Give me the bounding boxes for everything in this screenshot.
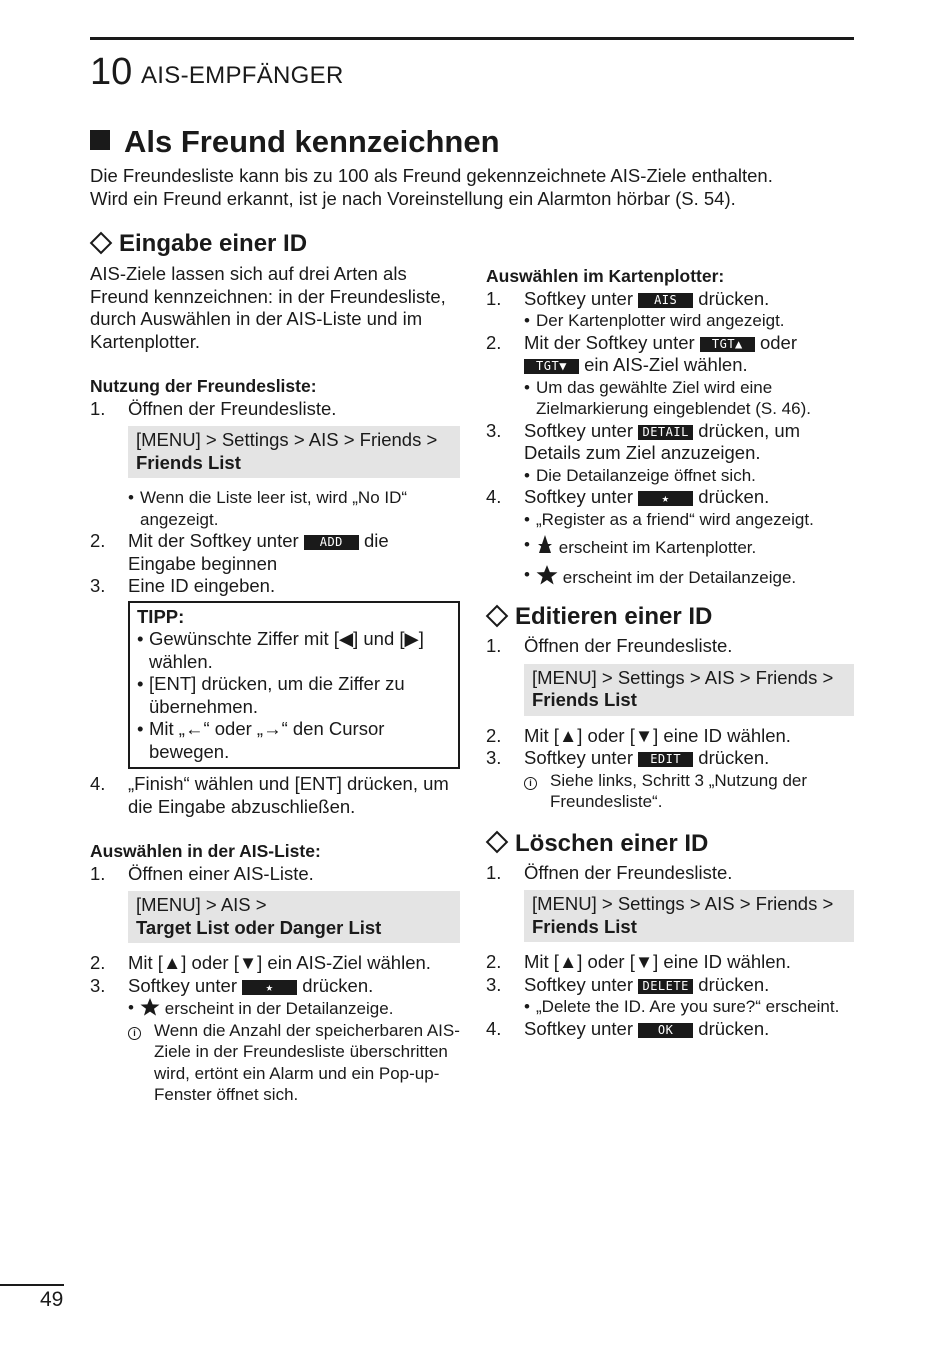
menu-path-box: [128, 891, 460, 943]
step-3: [90, 575, 460, 598]
step-number: 1.: [486, 635, 502, 656]
star-softkey-icon: ★: [242, 980, 297, 995]
step-2: [486, 332, 854, 377]
detail-softkey-icon: DETAIL: [638, 425, 693, 440]
intro-line-2: Wird ein Freund erkannt, ist je nach Voreinstellung ein Alarmton hörbar (S. 54).: [90, 188, 736, 209]
step-text: Öffnen einer AIS-Liste.: [128, 862, 314, 884]
step-text: Mit [▲] oder [▼] ein AIS-Ziel wählen.: [128, 952, 431, 973]
tip-title: TIPP:: [137, 605, 185, 627]
tip-item: • Gewünschte Ziffer mit [◀] und [▶] wählen.: [137, 628, 452, 673]
step-text: drücken.: [698, 973, 770, 995]
delete-softkey-icon: DELETE: [638, 979, 693, 994]
bullet-text: Der Kartenplotter wird angezeigt.: [536, 311, 785, 330]
menu-path: [MENU] > Settings > AIS > Friends >: [532, 893, 834, 914]
bullet: • „Delete the ID. Are you sure?“ erscheint.: [524, 996, 854, 1018]
section-heading-eingabe: [90, 229, 460, 259]
step-number: 3.: [486, 419, 502, 441]
bullet-text: erscheint im der Detailanzeige.: [562, 567, 797, 587]
step-2: [486, 725, 854, 748]
tgt-up-softkey-icon: TGT▲: [700, 337, 755, 352]
menu-path-box: [524, 664, 854, 716]
bullet-text: Die Detailanzeige öffnet sich.: [536, 465, 756, 485]
bullet-text: Um das gewählte Ziel wird eine Zielmarkierung eingeblendet (S. 46).: [536, 377, 811, 418]
step-number: 1.: [90, 397, 106, 419]
ok-softkey-icon: OK: [638, 1023, 693, 1038]
page-number: 49: [40, 1288, 64, 1311]
step-1: [90, 863, 460, 886]
step-text: Softkey unter: [524, 973, 634, 995]
bullet: • „Register as a friend“ wird angezeigt.: [524, 509, 854, 531]
menu-path-box: [524, 890, 854, 942]
step-number: 3.: [486, 973, 502, 995]
menu-path: [MENU] > Settings > AIS > Friends >: [136, 429, 438, 450]
step-4: [486, 1018, 854, 1041]
section-heading-text: Editieren einer ID: [515, 603, 713, 630]
intro-line-1: Die Freundesliste kann bis zu 100 als Freund gekennzeichnete AIS-Ziele enthalten.: [90, 165, 773, 186]
step-number: 2.: [90, 952, 106, 973]
menu-path-target: Friends List: [532, 915, 637, 937]
page-title-block: [90, 122, 500, 162]
page-title: Als Freund kennzeichnen: [124, 124, 500, 159]
star-icon: [140, 997, 160, 1017]
step-text: Softkey unter: [524, 1017, 634, 1039]
left-column: [90, 229, 460, 1106]
eingabe-intro: AIS-Ziele lassen sich auf drei Arten als Freund kennzeichnen: in der Freundesliste, durch Auswählen in der AIS-Liste und im Kartenplotter.: [90, 263, 446, 352]
step-3: [486, 747, 854, 770]
tip-item-text: Gewünschte Ziffer mit [◀] und [▶] wählen.: [149, 628, 424, 672]
step-1: [486, 288, 854, 311]
menu-path-target: Friends List: [532, 689, 637, 710]
step-text: oder: [759, 331, 797, 353]
step-text: Mit der Softkey unter: [128, 530, 299, 551]
step-number: 2.: [486, 951, 502, 972]
section-heading-text: Eingabe einer ID: [119, 230, 308, 257]
step-text: Softkey unter: [128, 974, 238, 996]
step-number: 4.: [90, 773, 106, 794]
step-number: 3.: [90, 575, 106, 596]
square-bullet-icon: [90, 130, 110, 150]
right-column: [486, 265, 854, 1040]
step-text: Mit der Softkey unter: [524, 331, 695, 353]
step-3: [486, 974, 854, 997]
bullet-text: „Register as a friend“ wird angezeigt.: [536, 509, 814, 529]
bullet-text: erscheint in der Detailanzeige.: [164, 999, 394, 1018]
bullet: • Die Detailanzeige öffnet sich.: [524, 465, 854, 487]
step-3: [90, 975, 460, 998]
step-number: 1.: [486, 287, 502, 309]
step-number: 4.: [486, 486, 502, 507]
section-heading-text: Löschen einer ID: [515, 829, 709, 857]
step-1: [90, 398, 460, 421]
step-text: Softkey unter: [524, 419, 634, 441]
step-4: [90, 773, 460, 818]
step-text: drücken.: [698, 1017, 770, 1039]
step-text: Softkey unter: [524, 486, 634, 507]
edit-softkey-icon: EDIT: [638, 752, 693, 767]
step-1: [486, 635, 854, 658]
step-text: drücken.: [698, 486, 770, 507]
step-text: ein AIS-Ziel wählen.: [584, 354, 748, 375]
footer-rule: [0, 1284, 64, 1286]
diamond-icon: [90, 231, 113, 254]
step-text: Mit [▲] oder [▼] eine ID wählen.: [524, 724, 791, 746]
bullet: • erscheint im der Detailanzeige.: [524, 564, 797, 587]
tip-item-text: Mit „←“ oder „→“ den Cursor bewegen.: [149, 718, 385, 762]
bullet-text: erscheint im Kartenplotter.: [558, 538, 757, 557]
step-text: drücken.: [302, 974, 374, 996]
info-text: Siehe links, Schritt 3 „Nutzung der Freundesliste“.: [550, 770, 808, 811]
menu-path-target: Friends List: [136, 451, 241, 473]
subheading-nutzung: Nutzung der Freundesliste:: [90, 376, 317, 396]
bullet: • erscheint im Kartenplotter.: [524, 535, 757, 557]
bullet: • Der Kartenplotter wird angezeigt.: [524, 310, 854, 332]
step-number: 1.: [486, 861, 502, 883]
step-text: Softkey unter: [524, 747, 634, 768]
step-number: 4.: [486, 1017, 502, 1039]
step-text: drücken, um Details zum Ziel anzuzeigen.: [524, 419, 801, 463]
star-icon: [536, 564, 558, 586]
friend-ship-icon: [536, 534, 554, 556]
step-2: [90, 530, 460, 575]
step-3: [486, 420, 854, 465]
info-icon: i: [524, 777, 537, 790]
section-heading-editieren: [486, 602, 854, 632]
bullet: • Wenn die Liste leer ist, wird „No ID“ angezeigt.: [128, 487, 460, 530]
step-number: 2.: [90, 530, 106, 551]
tgt-down-softkey-icon: TGT▼: [524, 359, 579, 374]
menu-path: [MENU] > Settings > AIS > Friends >: [532, 666, 834, 688]
bullet-text: Wenn die Liste leer ist, wird „No ID“ angezeigt.: [140, 488, 408, 529]
step-number: 1.: [90, 862, 106, 884]
step-text: Öffnen der Freundesliste.: [128, 397, 337, 419]
subheading-ais-liste: Auswählen in der AIS-Liste:: [90, 841, 321, 861]
step-text: Mit [▲] oder [▼] eine ID wählen.: [524, 951, 791, 972]
step-text: Softkey unter: [524, 287, 634, 309]
menu-path-target: Target List oder Danger List: [136, 916, 382, 938]
step-text: die Eingabe beginnen: [128, 530, 389, 574]
tip-item: • [ENT] drücken, um die Ziffer zu übernehmen.: [137, 673, 452, 718]
info-text: Wenn die Anzahl der speicherbaren AIS-Ziele in der Freundesliste überschritten wird, ertönt ein Alarm und ein Pop-up-Fenster öffnet sich.: [154, 1020, 460, 1104]
step-1: [486, 862, 854, 885]
tip-item-text: [ENT] drücken, um die Ziffer zu übernehmen.: [149, 673, 405, 717]
step-2: [90, 952, 460, 975]
step-text: „Finish“ wählen und [ENT] drücken, um die Eingabe abzuschließen.: [128, 773, 449, 817]
info-icon: i: [128, 1027, 141, 1040]
step-number: 2.: [486, 331, 502, 353]
step-text: drücken.: [698, 287, 770, 309]
chapter-title: AIS-EMPFÄNGER: [141, 62, 344, 89]
step-4: [486, 486, 854, 509]
tip-item: • Mit „←“ oder „→“ den Cursor bewegen.: [137, 718, 452, 763]
step-number: 3.: [90, 974, 106, 996]
step-number: 2.: [486, 724, 502, 746]
step-2: [486, 951, 854, 974]
tip-box: [128, 601, 460, 770]
info-note: [128, 1020, 460, 1106]
bullet: • erscheint in der Detailanzeige.: [128, 998, 394, 1018]
step-number: 3.: [486, 747, 502, 768]
step-text: Eine ID eingeben.: [128, 575, 276, 596]
section-heading-loeschen: [486, 829, 854, 859]
intro-text: [90, 164, 870, 210]
step-text: Öffnen der Freundesliste.: [524, 861, 733, 883]
diamond-icon: [486, 831, 509, 854]
add-softkey-icon: ADD: [304, 535, 359, 550]
ais-softkey-icon: AIS: [638, 293, 693, 308]
step-text: drücken.: [698, 747, 770, 768]
menu-path: [MENU] > AIS >: [136, 894, 267, 915]
bullet: • Um das gewählte Ziel wird eine Zielmarkierung eingeblendet (S. 46).: [524, 377, 854, 420]
diamond-icon: [486, 604, 509, 627]
step-text: Öffnen der Freundesliste.: [524, 635, 733, 656]
chapter-number: 10: [90, 51, 133, 93]
menu-path-box: [128, 426, 460, 478]
subheading-kartenplotter: Auswählen im Kartenplotter:: [486, 266, 725, 286]
star-softkey-icon: ★: [638, 491, 693, 506]
info-note: [524, 770, 854, 813]
bullet-text: „Delete the ID. Are you sure?“ erscheint.: [536, 997, 840, 1016]
header-rule: [90, 37, 854, 40]
